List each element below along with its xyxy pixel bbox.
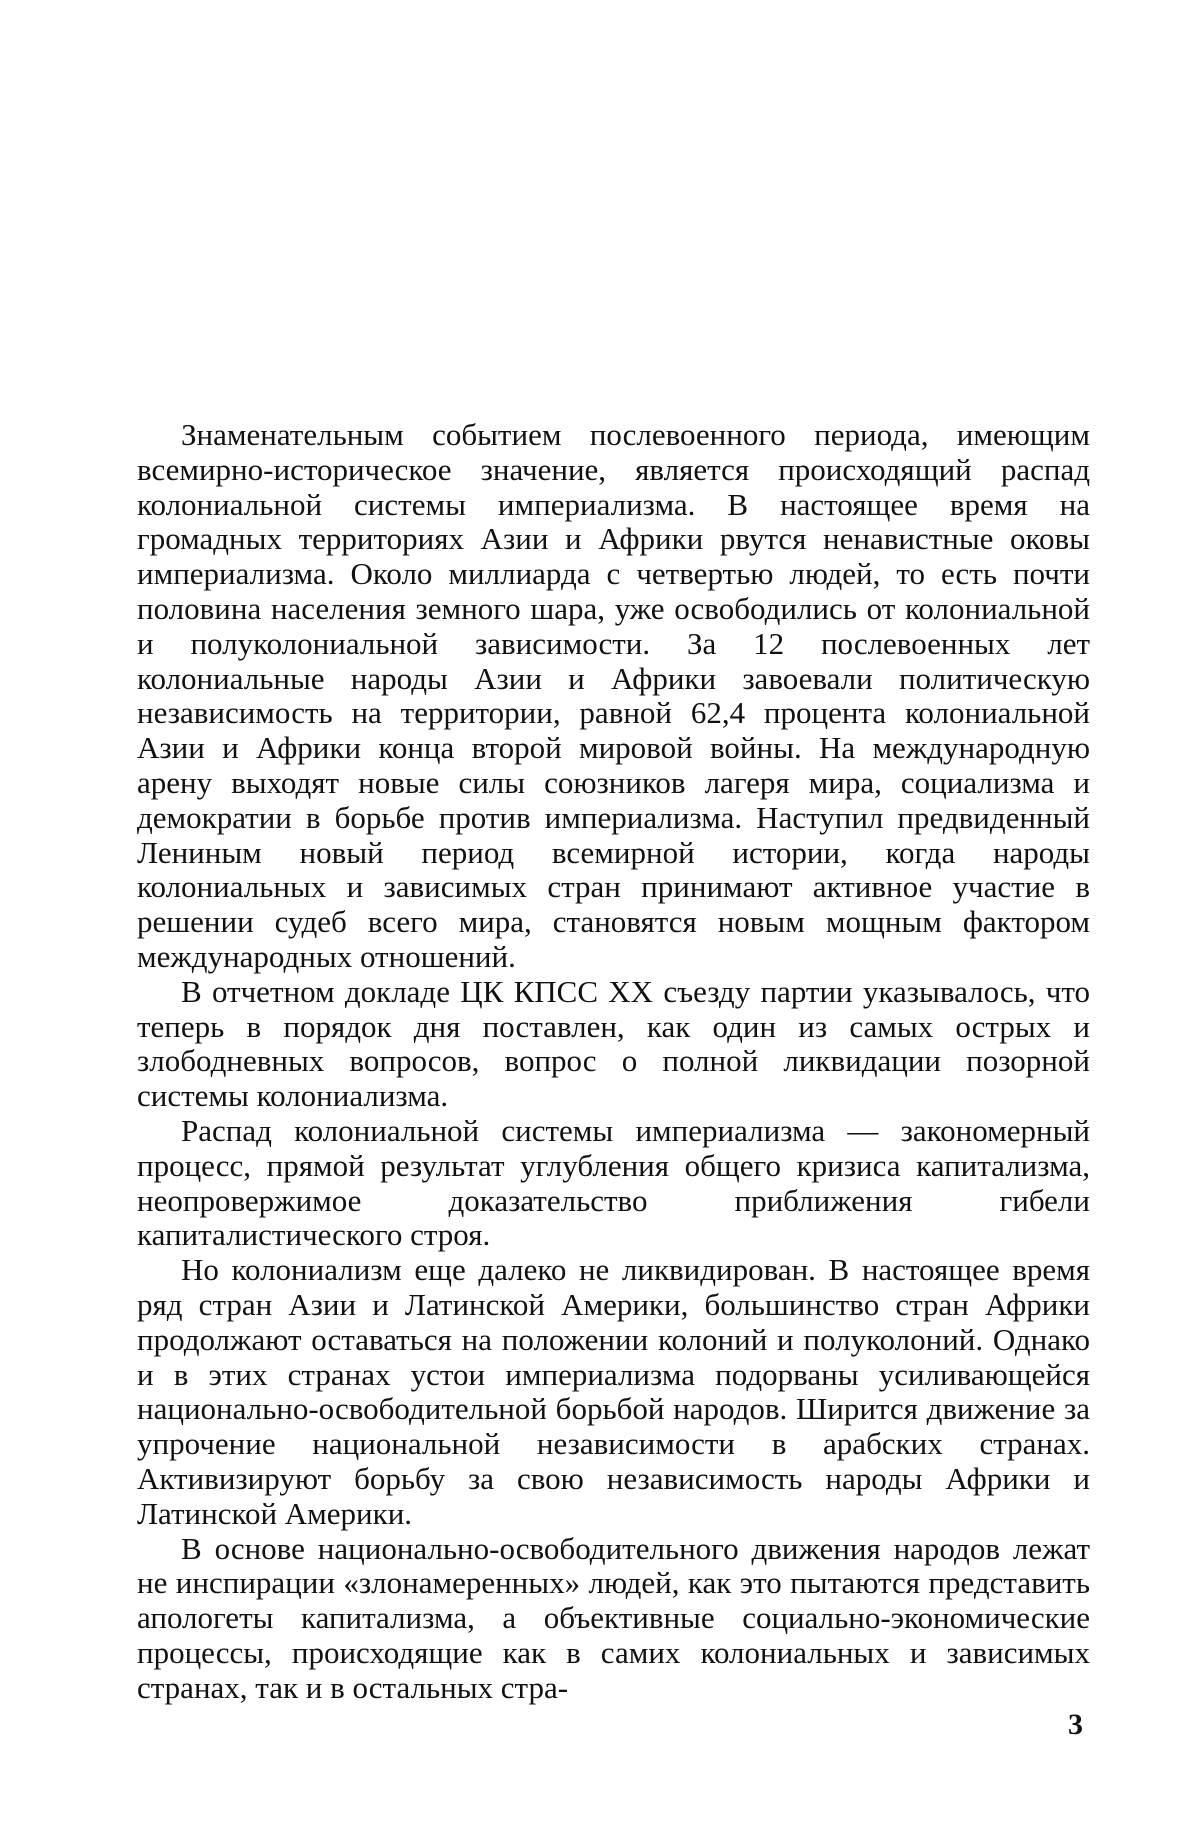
book-page bbox=[0, 0, 1200, 1838]
paragraph-4: Но колониализм еще далеко не ликвидирован. В настоящее время ряд стран Азии и Латинской Америки, большинство стран Африки продолжают оставаться на положении колоний и полуколоний. Однако и в этих странах устои империализма подорваны усиливающейся национально-освободительной борьбой народов. Ширится движение за упрочение национальной независимости в арабских странах. Активизируют борьбу за свою независимость народы Африки и Латинской Америки. bbox=[137, 1253, 1090, 1531]
paragraph-3: Распад колониальной системы империализма — закономерный процесс, прямой результат углубления общего кризиса капитализма, неопровержимое доказательство приближения гибели капиталистического строя. bbox=[137, 1114, 1090, 1253]
body-text bbox=[137, 418, 1090, 1705]
page-number: 3 bbox=[1068, 1708, 1083, 1742]
paragraph-1: Знаменательным событием послевоенного периода, имеющим всемирно-историческое значение, является происходящий распад колониальной системы империализма. В настоящее время на громадных территориях Азии и Африки рвутся ненавистные оковы империализма. Около миллиарда с четвертью людей, то есть почти половина населения земного шара, уже освободились от колониальной и полуколониальной зависимости. За 12 послевоенных лет колониальные народы Азии и Африки завоевали политическую независимость на территории, равной 62,4 процента колониальной Азии и Африки конца второй мировой войны. На международную арену выходят новые силы союзников лагеря мира, социализма и демократии в борьбе против империализма. Наступил предвиденный Лениным новый период всемирной истории, когда народы колониальных и зависимых стран принимают активное участие в решении судеб всего мира, становятся новым мощным фактором международных отношений. bbox=[137, 418, 1090, 975]
paragraph-5: В основе национально-освободительного движения народов лежат не инспирации «злонамеренных» людей, как это пытаются представить апологеты капитализма, а объективные социально-экономические процессы, происходящие как в самих колониальных и зависимых странах, так и в остальных стра- bbox=[137, 1532, 1090, 1706]
paragraph-2: В отчетном докладе ЦК КПСС XX съезду партии указывалось, что теперь в порядок дня поставлен, как один из самых острых и злободневных вопросов, вопрос о полной ликвидации позорной системы колониализма. bbox=[137, 975, 1090, 1114]
